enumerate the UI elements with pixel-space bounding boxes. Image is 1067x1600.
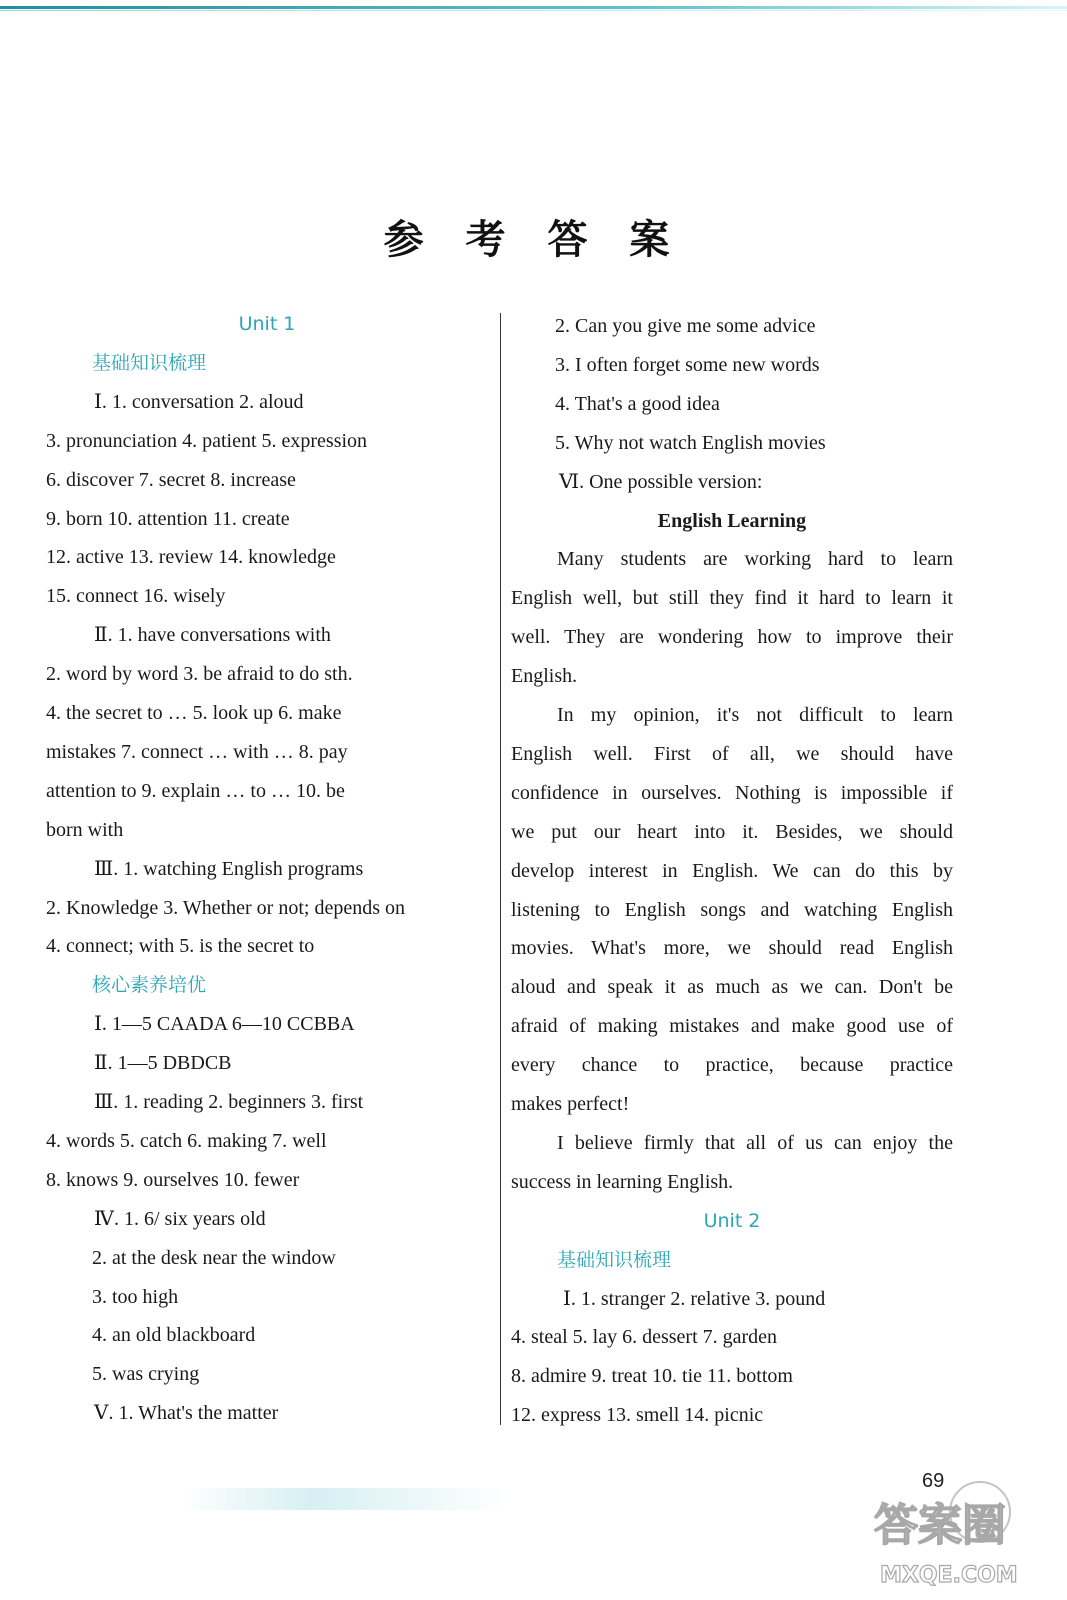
answer-line: 4. connect; with 5. is the secret to <box>46 935 315 958</box>
essay-line: In my opinion, it's not difficult to learn <box>557 704 953 726</box>
answer-line: 2. word by word 3. be afraid to do sth. <box>46 663 353 686</box>
unit-heading: Unit 1 <box>238 313 296 335</box>
answer-line: Ⅰ. 1. conversation 2. aloud <box>94 390 304 413</box>
essay-line: English well. First of all, we should have <box>511 742 953 765</box>
answer-line: 9. born 10. attention 11. create <box>46 507 290 530</box>
watermark-logo <box>868 1466 1053 1594</box>
answer-line: 12. express 13. smell 14. picnic <box>511 1404 764 1427</box>
top-decorative-rule <box>0 6 1067 9</box>
answer-line: 5. Why not watch English movies <box>555 431 826 454</box>
section-heading: 基础知识梳理 <box>557 1248 672 1271</box>
answer-line: Ⅲ. 1. watching English programs <box>94 857 364 880</box>
page-number: 69 <box>922 1470 945 1492</box>
answer-line: 8. admire 9. treat 10. tie 11. bottom <box>511 1365 793 1388</box>
essay-line: confidence in ourselves. Nothing is impossible if <box>511 781 953 804</box>
answer-line: 4. the secret to … 5. look up 6. make <box>46 702 342 724</box>
section-heading: 核心素养培优 <box>92 974 207 997</box>
answer-line: Ⅳ. 1. 6/ six years old <box>94 1207 266 1230</box>
essay-line: I believe firmly that all of us can enjoy the <box>557 1131 953 1154</box>
answer-line: 3. too high <box>92 1285 179 1308</box>
essay-line: movies. What's more, we should read English <box>511 937 953 960</box>
answer-line: 15. connect 16. wisely <box>46 585 226 608</box>
answer-line: Ⅰ. 1—5 CAADA 6—10 CCBBA <box>94 1013 355 1036</box>
answer-line: Ⅵ. One possible version: <box>559 470 763 493</box>
answer-line: 2. at the desk near the window <box>92 1246 336 1269</box>
answer-line: 4. steal 5. lay 6. dessert 7. garden <box>511 1326 778 1349</box>
answer-line: mistakes 7. connect … with … 8. pay <box>46 740 348 763</box>
essay-line: English well, but still they find it hard to learn it <box>511 587 953 610</box>
answer-line: born with <box>46 818 124 841</box>
essay-line: every chance to practice, because practice <box>511 1054 953 1077</box>
answer-line: English. <box>511 665 578 688</box>
essay-line: develop interest in English. We can do this by <box>511 859 953 882</box>
page-title: 参 考 答 案 <box>383 217 684 263</box>
essay-line: Many students are working hard to learn <box>557 548 953 571</box>
answer-line: 6. discover 7. secret 8. increase <box>46 468 296 491</box>
column-divider <box>500 313 501 1425</box>
top-decorative-rule-thin <box>0 10 1067 11</box>
essay-line: aloud and speak it as much as we can. Don't be <box>511 976 953 999</box>
answer-line: 2. Knowledge 3. Whether or not; depends on <box>46 896 405 919</box>
answer-line: 4. words 5. catch 6. making 7. well <box>46 1129 327 1152</box>
essay-line: afraid of making mistakes and make good use of <box>511 1015 953 1038</box>
answer-line: Ⅲ. 1. reading 2. beginners 3. first <box>94 1091 364 1113</box>
answer-line: 12. active 13. review 14. knowledge <box>46 546 336 569</box>
answer-line: Ⅴ. 1. What's the matter <box>94 1402 279 1425</box>
watermark-site: MXQE.COM <box>880 1563 1018 1588</box>
answer-line: 8. knows 9. ourselves 10. fewer <box>46 1168 300 1191</box>
watermark-logo-text: 答案圈 <box>874 1500 1006 1551</box>
answer-line: 4. an old blackboard <box>92 1324 256 1347</box>
answer-line: 2. Can you give me some advice <box>555 315 816 337</box>
answer-line: attention to 9. explain … to … 10. be <box>46 779 345 802</box>
answer-line: 5. was crying <box>92 1363 200 1386</box>
answer-line: 3. pronunciation 4. patient 5. expression <box>46 429 368 452</box>
answer-line: 3. I often forget some new words <box>555 353 820 376</box>
answer-line: makes perfect! <box>511 1093 630 1115</box>
bottom-decoration <box>180 1488 510 1510</box>
section-heading: 基础知识梳理 <box>92 351 207 374</box>
essay-line: well. They are wondering how to improve their <box>511 626 953 649</box>
answer-line: Ⅰ. 1. stranger 2. relative 3. pound <box>563 1287 826 1310</box>
answer-line: 4. That's a good idea <box>555 392 720 415</box>
essay-title: English Learning <box>657 509 807 532</box>
answer-line: Ⅱ. 1—5 DBDCB <box>94 1052 232 1075</box>
answer-line: Ⅱ. 1. have conversations with <box>94 624 331 647</box>
answer-line: success in learning English. <box>511 1170 734 1193</box>
essay-line: we put our heart into it. Besides, we should <box>511 820 953 843</box>
essay-line: listening to English songs and watching English <box>511 898 953 921</box>
unit-heading: Unit 2 <box>703 1209 761 1232</box>
